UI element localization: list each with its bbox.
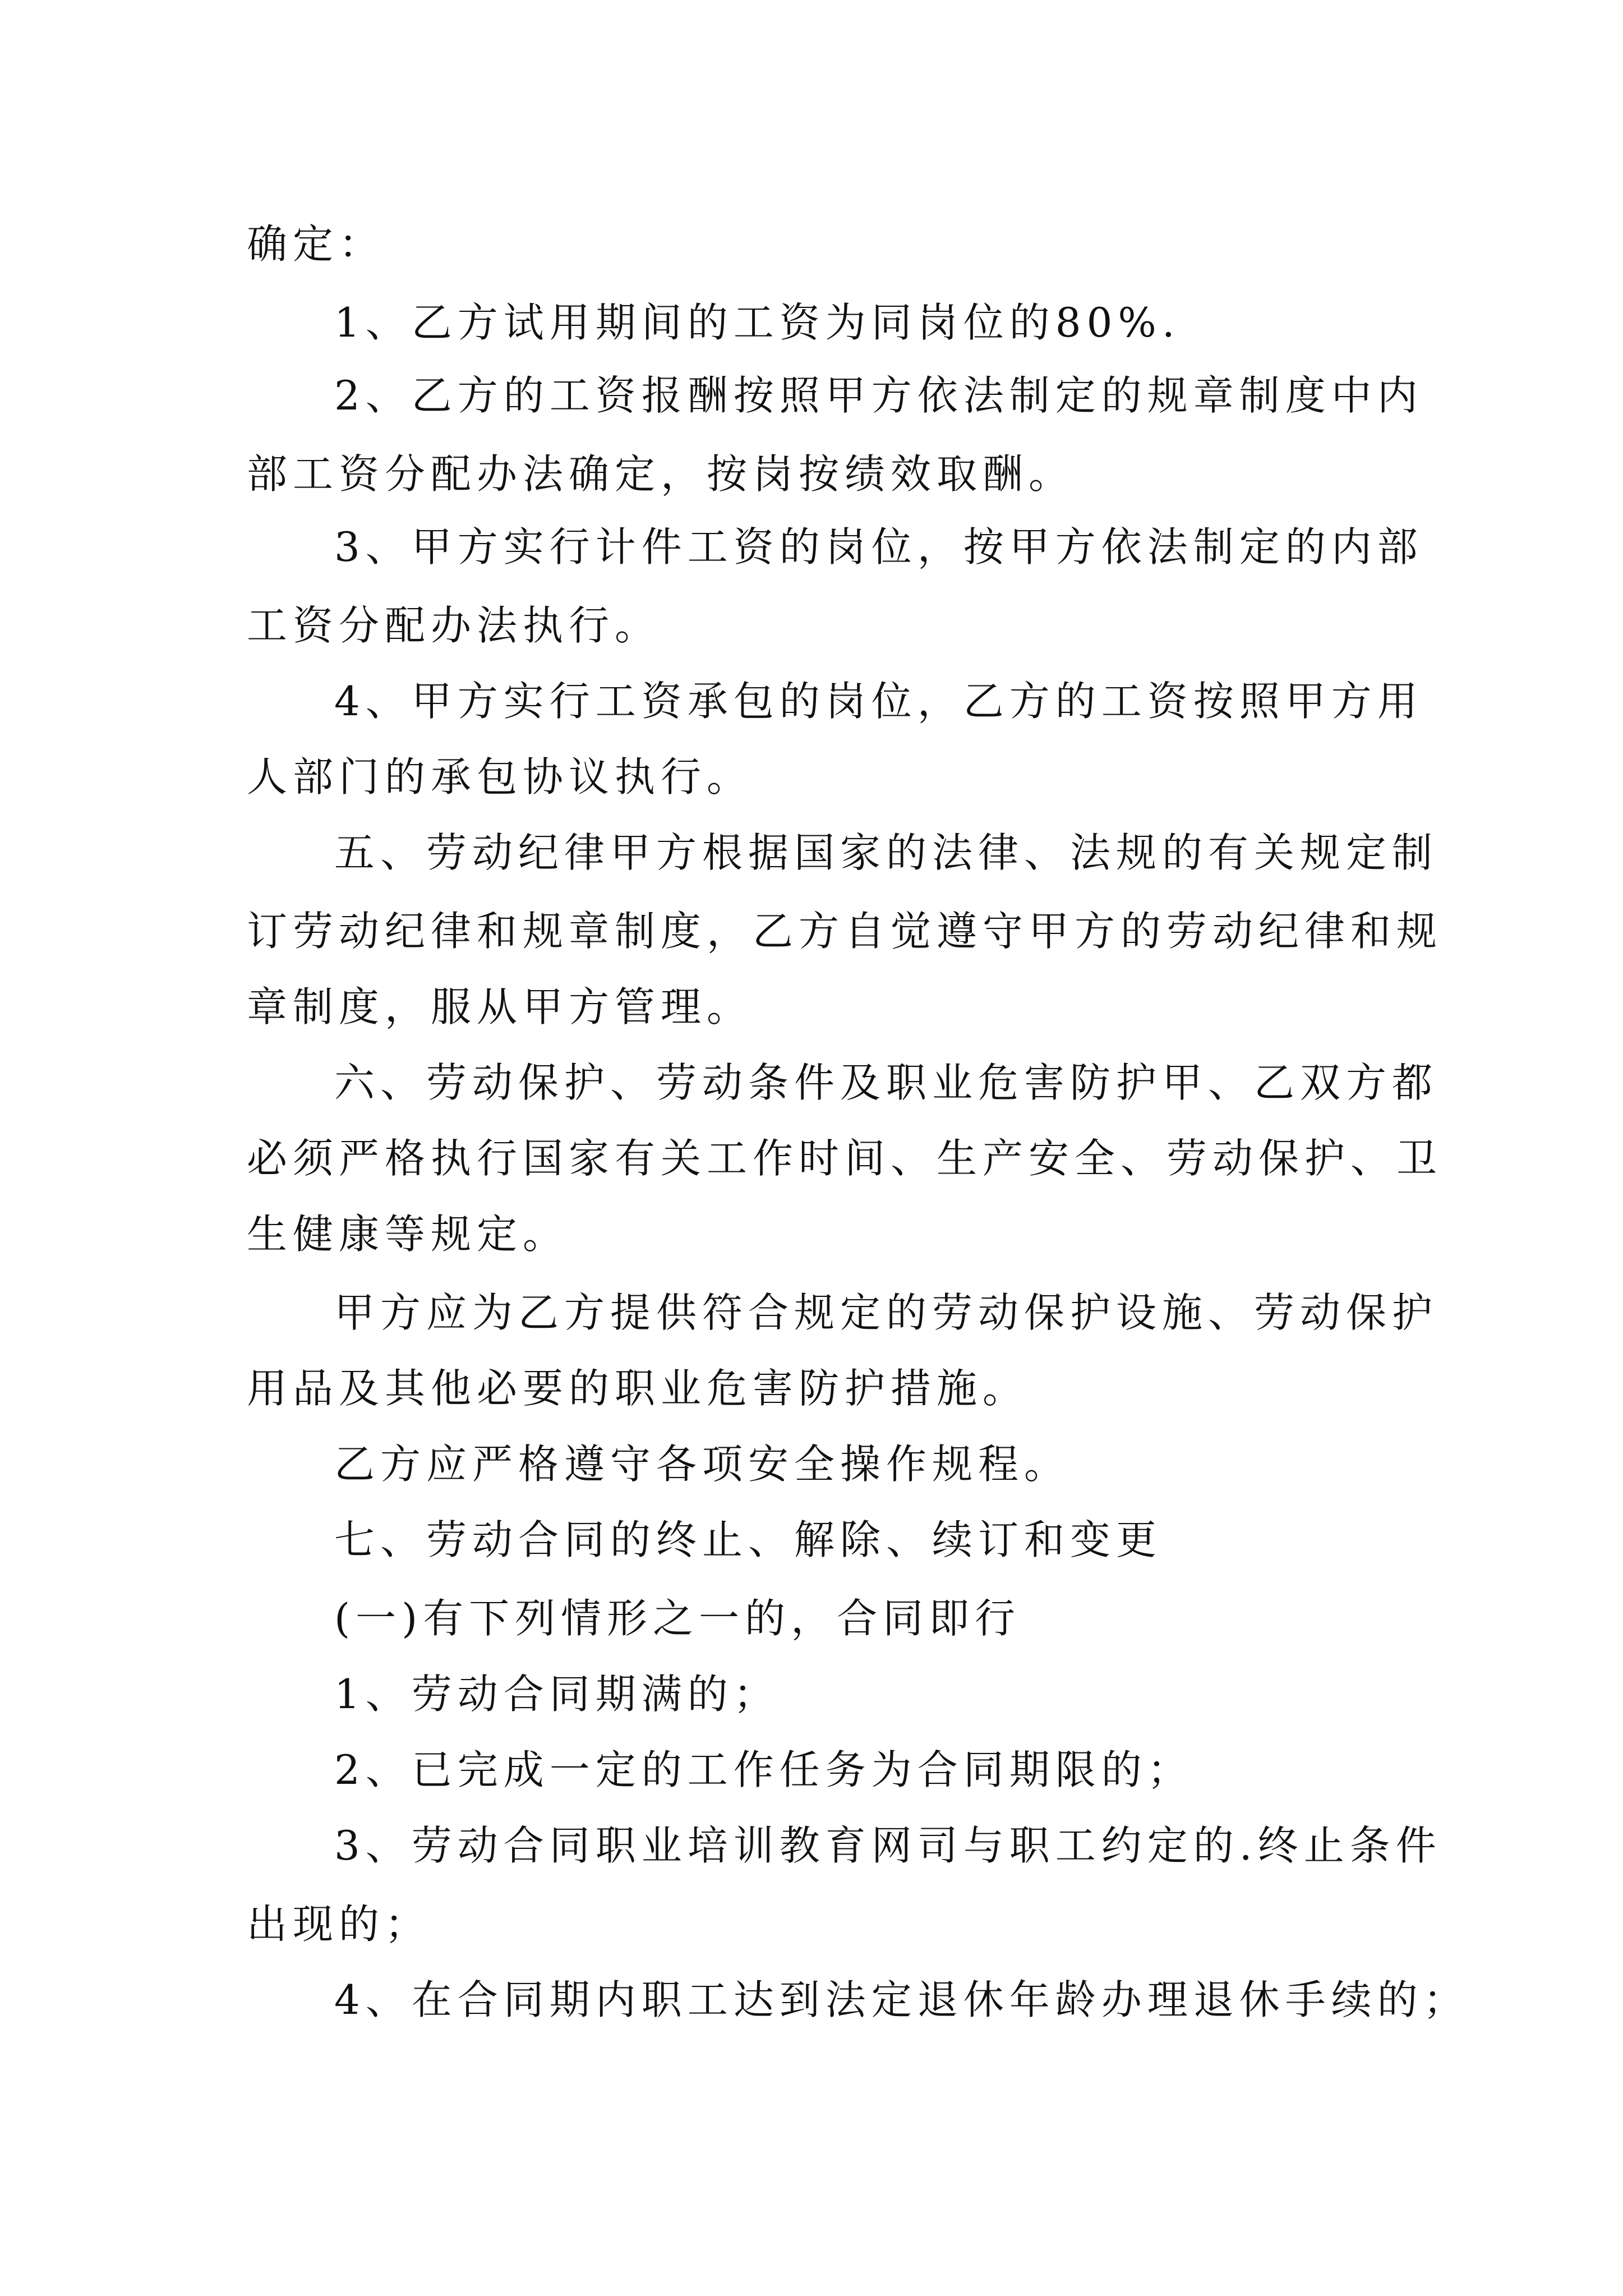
text-line: 甲方应为乙方提供符合规定的劳动保护设施、劳动保护 — [334, 1289, 1438, 1336]
text-line: 1、劳动合同期满的； — [334, 1671, 780, 1718]
text-line: 1、乙方试用期间的工资为同岗位的80%. — [334, 299, 1181, 346]
text-line: 生健康等规定。 — [247, 1211, 569, 1258]
text-line: 出现的； — [247, 1901, 431, 1948]
text-line: 订劳动纪律和规章制度，乙方自觉遵守甲方的劳动纪律和规 — [247, 908, 1443, 955]
text-line: 部工资分配办法确定，按岗按绩效取酬。 — [247, 450, 1075, 498]
text-line: 3、甲方实行计件工资的岗位，按甲方依法制定的内部 — [334, 523, 1423, 570]
text-line: 七、劳动合同的终止、解除、续订和变更 — [334, 1516, 1163, 1563]
text-line: 必须严格执行国家有关工作时间、生产安全、劳动保护、卫 — [247, 1135, 1443, 1182]
text-line: 4、甲方实行工资承包的岗位，乙方的工资按照甲方用 — [334, 678, 1423, 725]
text-line: 用品及其他必要的职业危害防护措施。 — [247, 1365, 1029, 1412]
text-line: 2、已完成一定的工作任务为合同期限的； — [334, 1746, 1193, 1793]
text-line: 确定： — [247, 220, 385, 268]
text-line: 人部门的承包协议执行。 — [247, 753, 753, 800]
text-line: 2、乙方的工资报酬按照甲方依法制定的规章制度中内 — [334, 372, 1423, 419]
text-line: 章制度，服从甲方管理。 — [247, 983, 753, 1030]
text-line: 五、劳动纪律甲方根据国家的法律、法规的有关规定制 — [334, 829, 1438, 876]
text-line: (一)有下列情形之一的，合同即行 — [334, 1595, 1021, 1642]
text-line: 工资分配办法执行。 — [247, 602, 661, 649]
text-line: 乙方应严格遵守各项安全操作规程。 — [334, 1441, 1071, 1488]
text-line: 六、劳动保护、劳动条件及职业危害防护甲、乙双方都 — [334, 1059, 1438, 1106]
text-line: 4、在合同期内职工达到法定退休年龄办理退休手续的； — [334, 1976, 1469, 2023]
text-line: 3、劳动合同职业培训教育网司与职工约定的.终止条件 — [334, 1822, 1442, 1869]
